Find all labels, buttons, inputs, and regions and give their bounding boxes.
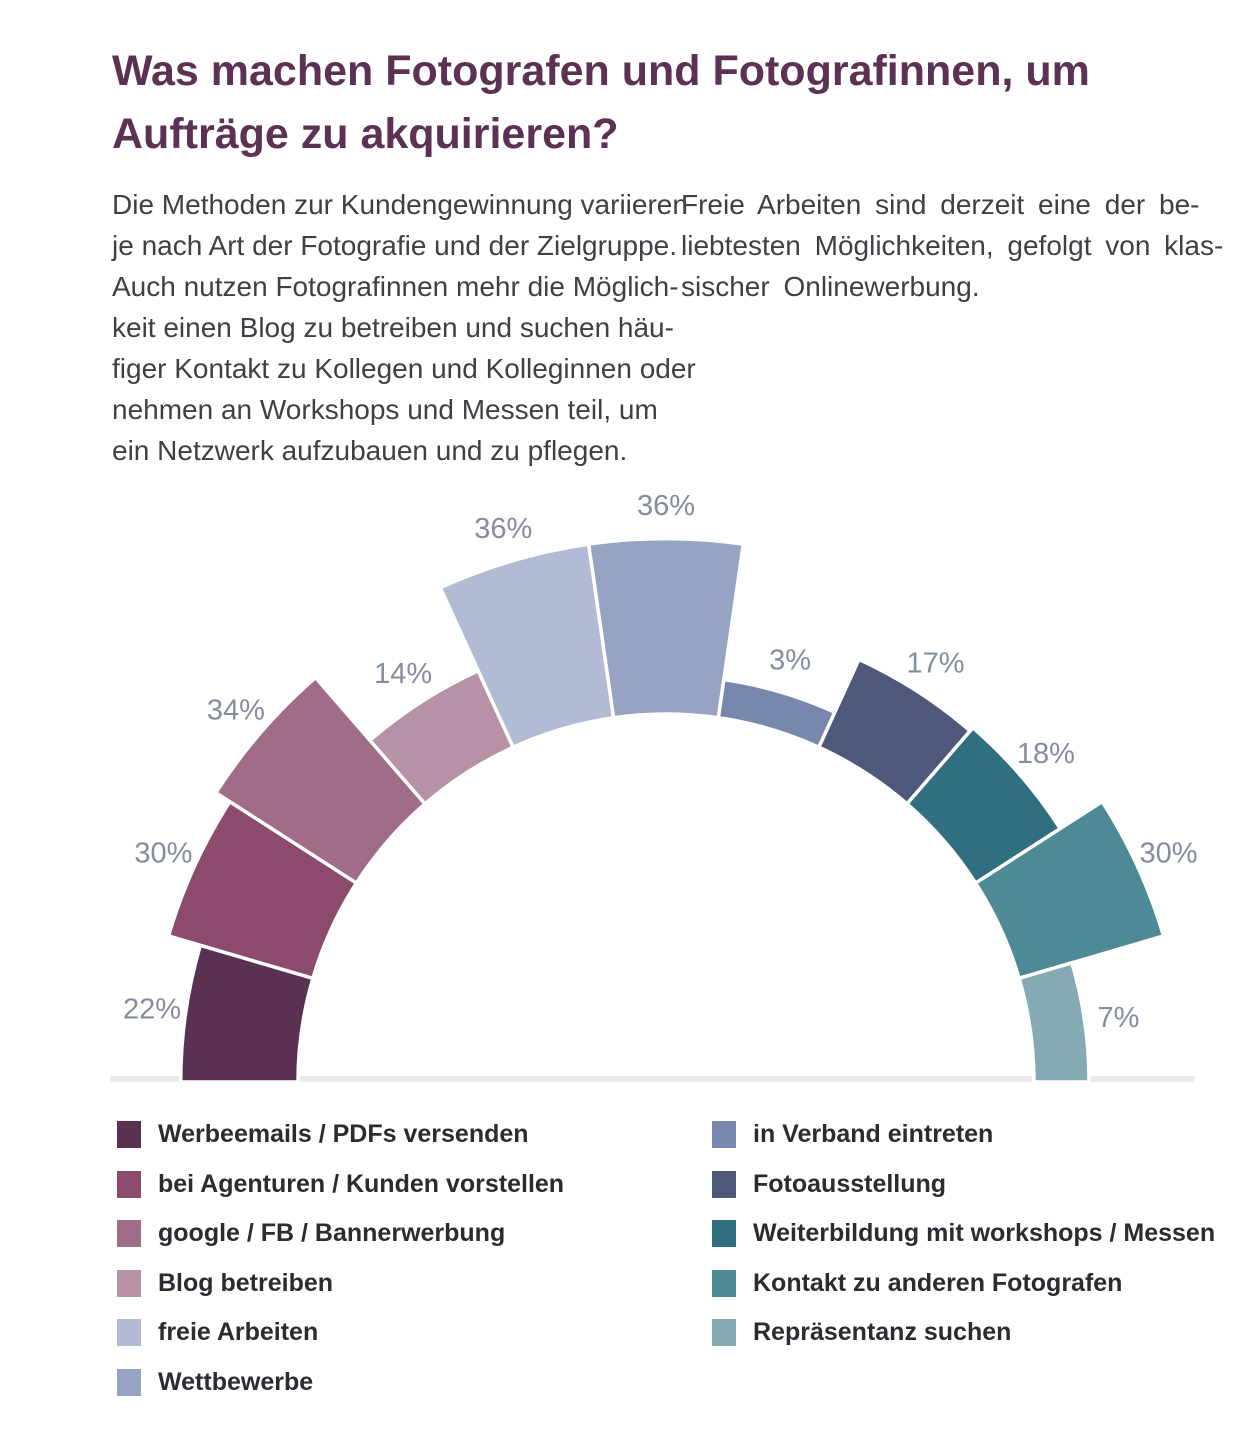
legend-item-label: Kontakt zu anderen Fotografen — [753, 1268, 1123, 1297]
segment-value-label: 22% — [122, 993, 182, 1026]
segment-value-label: 7% — [1097, 1002, 1140, 1035]
legend-item-label: Fotoausstellung — [753, 1169, 947, 1198]
legend-color-swatch — [712, 1220, 736, 1247]
text-line: figer Kontakt zu Kollegen und Kolleginnen oder — [112, 353, 696, 384]
legend-color-swatch — [117, 1369, 141, 1396]
legend-item-label: in Verband eintreten — [753, 1120, 994, 1149]
legend-item — [712, 1259, 1215, 1309]
text-line: sischer Onlinewerbung. — [681, 271, 980, 302]
legend-item — [712, 1160, 1215, 1210]
chart-segment-7 — [718, 680, 834, 748]
legend-item-label: Wettbewerbe — [158, 1367, 314, 1396]
legend-item-label: Blog betreiben — [158, 1268, 334, 1297]
legend-item — [117, 1259, 564, 1309]
legend-item — [117, 1358, 564, 1408]
legend-color-swatch — [117, 1319, 141, 1346]
chart-segment-11 — [1019, 963, 1089, 1082]
legend-item-label: freie Arbeiten — [158, 1318, 319, 1347]
legend-item-label: bei Agenturen / Kunden vorstellen — [158, 1169, 565, 1198]
segment-value-label: 36% — [636, 489, 696, 522]
legend-item-label: google / FB / Bannerwerbung — [158, 1219, 506, 1248]
segment-value-label: 17% — [906, 647, 965, 680]
text-line: Auch nutzen Fotografinnen mehr die Möglich- — [112, 271, 679, 302]
legend-item — [712, 1209, 1215, 1259]
segment-value-label: 30% — [1139, 837, 1198, 870]
legend-left-column — [117, 1110, 564, 1407]
text-line: nehmen an Workshops und Messen teil, um — [112, 394, 658, 425]
page-title: Was machen Fotografen und Fotografinnen, um Aufträge zu akquirieren? — [112, 47, 1090, 158]
legend-item — [712, 1110, 1215, 1160]
legend-color-swatch — [117, 1171, 141, 1198]
legend-item — [117, 1209, 564, 1259]
legend-item — [712, 1308, 1215, 1358]
text-line: Die Methoden zur Kundengewinnung variieren — [112, 189, 688, 220]
segment-value-label: 18% — [1016, 737, 1075, 770]
segment-value-label: 14% — [374, 658, 433, 691]
text-line: Freie Arbeiten sind derzeit eine der be- — [681, 189, 1200, 220]
text-line: je nach Art der Fotografie und der Zielgruppe. — [112, 230, 678, 261]
legend-color-swatch — [117, 1121, 141, 1148]
text-line: keit einen Blog zu betreiben und suchen häu- — [112, 312, 674, 343]
legend-color-swatch — [117, 1270, 141, 1297]
text-line: ein Netzwerk aufzubauen und zu pflegen. — [112, 435, 628, 466]
legend-color-swatch — [712, 1171, 736, 1198]
legend-right-column — [712, 1110, 1215, 1358]
legend-item-label: Werbeemails / PDFs versenden — [158, 1120, 529, 1149]
legend-item — [117, 1160, 564, 1210]
legend-color-swatch — [712, 1121, 736, 1148]
text-line: liebtesten Möglichkeiten, gefolgt von klas- — [681, 230, 1224, 261]
segment-value-label: 34% — [206, 694, 265, 727]
segment-value-label: 36% — [474, 513, 533, 546]
legend-item — [117, 1110, 564, 1160]
segment-value-label: 30% — [134, 837, 193, 870]
legend-color-swatch — [712, 1270, 736, 1297]
legend-item — [117, 1308, 564, 1358]
legend-item-label: Repräsentanz suchen — [753, 1318, 1012, 1347]
legend-item-label: Weiterbildung mit workshops / Messen — [753, 1219, 1216, 1248]
legend-color-swatch — [117, 1220, 141, 1247]
legend-color-swatch — [712, 1319, 736, 1346]
segment-value-label: 3% — [769, 644, 812, 677]
chart-segment-6 — [589, 539, 744, 718]
